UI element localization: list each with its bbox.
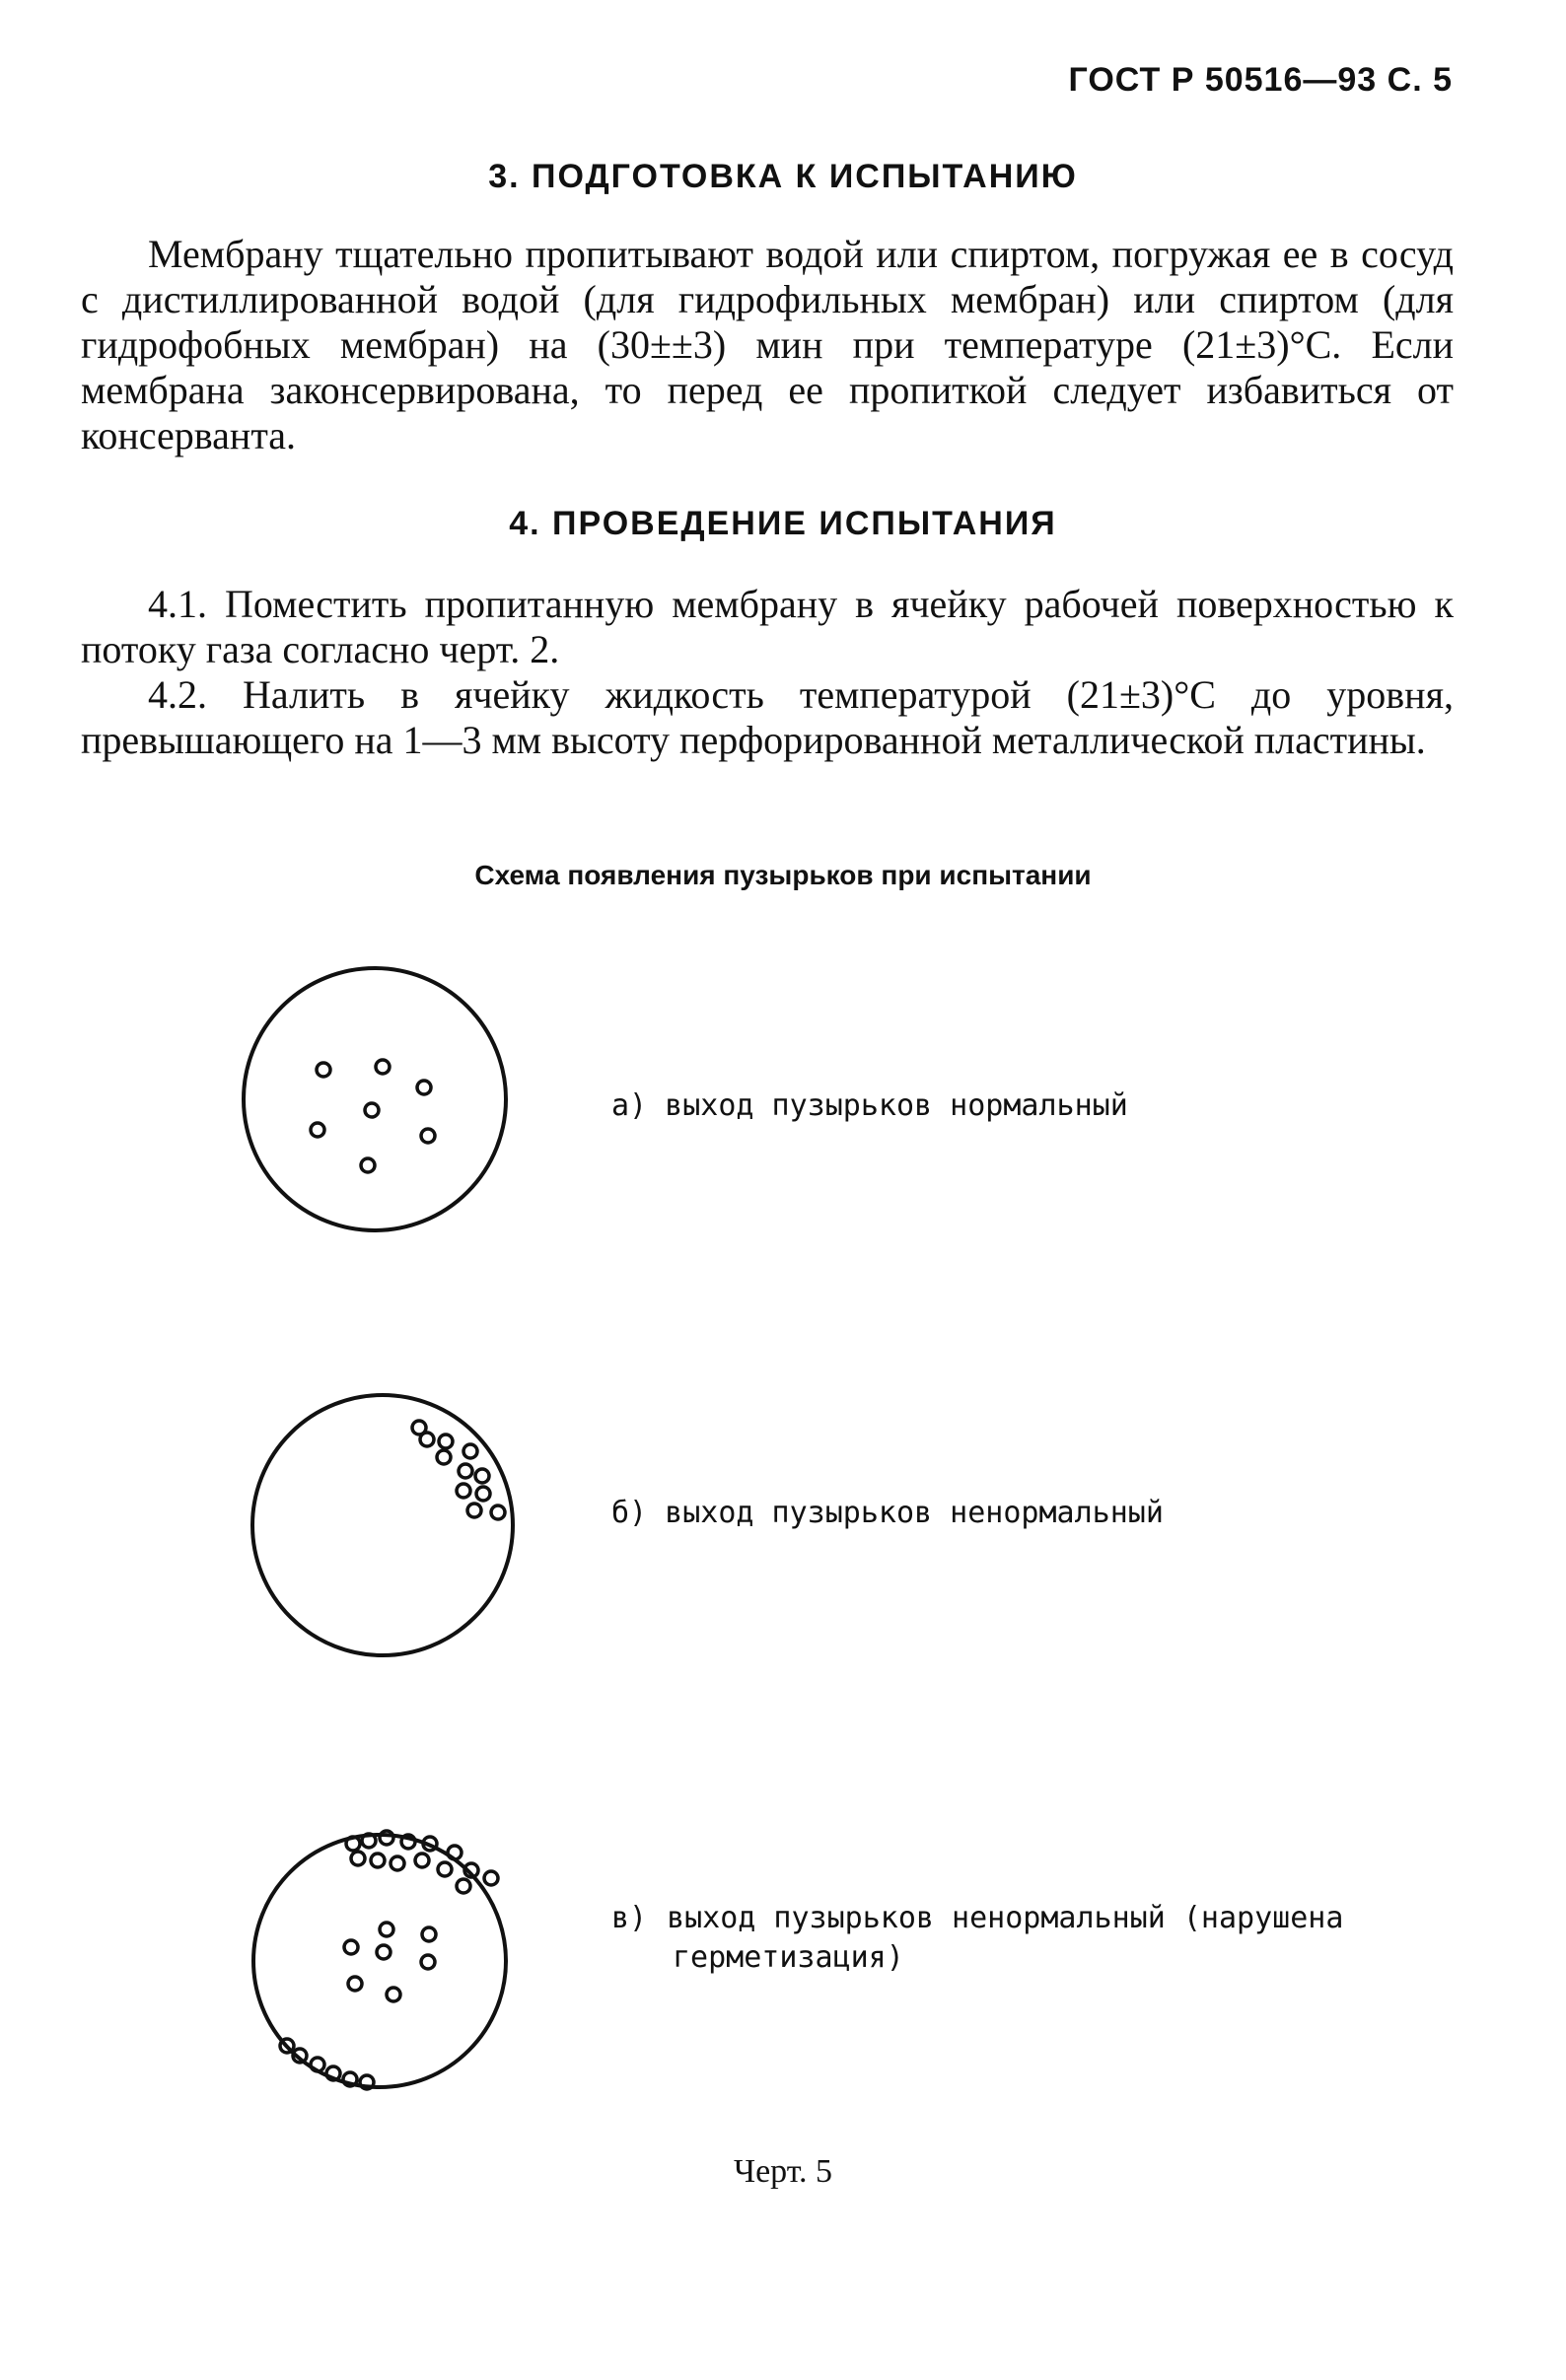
bubble: [415, 1854, 429, 1867]
section-4-item-1: 4.1. Поместить пропитанную мембрану в ячейку рабочей поверхностью к потоку газа согласно черт. 2.: [81, 582, 1454, 671]
bubble: [457, 1484, 470, 1498]
bubble: [467, 1504, 481, 1517]
figure-title: Схема появления пузырьков при испытании: [474, 860, 1092, 890]
bubble: [438, 1862, 452, 1876]
bubble: [421, 1955, 435, 1969]
bubble: [317, 1063, 330, 1077]
membrane-circle-b: [252, 1395, 513, 1655]
bubble: [377, 1945, 391, 1959]
bubble: [420, 1433, 434, 1446]
bubble: [421, 1129, 435, 1143]
figure-number: Черт. 5: [733, 2153, 833, 2190]
section-3-title: 3. ПОДГОТОВКА К ИСПЫТАНИЮ: [488, 158, 1078, 195]
bubble: [463, 1444, 477, 1458]
caption-c-line-2: герметизация): [673, 1940, 904, 1975]
bubble: [365, 1103, 379, 1117]
caption-c-text: выход пузырьков ненормальный (нарушена: [667, 1901, 1344, 1935]
caption-b: б) выход пузырьков ненормальный: [611, 1496, 1164, 1530]
document-header: ГОСТ Р 50516—93 С. 5: [1068, 61, 1453, 99]
bubble: [376, 1060, 390, 1074]
bubble: [457, 1879, 470, 1893]
bubble: [348, 1977, 362, 1991]
section-3-paragraph: Мембрану тщательно пропитывают водой или спиртом, погружая ее в сосуд с дистиллированной водой (для гидрофильных мембран) или спиртом (для гидрофобных мембран) на (30±±3) мин при температуре (21±3)°С. Если мембрана законсервирована, то перед ее пропиткой следует избавиться от консерванта.: [81, 232, 1454, 457]
caption-c: [611, 1899, 1459, 1978]
bubble: [459, 1464, 472, 1478]
caption-c-line-1: [611, 1899, 1459, 1938]
bubble: [380, 1923, 393, 1936]
caption-a: а) выход пузырьков нормальный: [611, 1088, 1128, 1123]
membrane-circle-c: [253, 1831, 506, 2089]
bubble: [361, 1158, 375, 1172]
section-4-item-2: 4.2. Налить в ячейку жидкость температурой (21±3)°С до уровня, превышающего на 1—3 мм высоту перфорированной металлической пластины.: [81, 672, 1454, 762]
bubble: [417, 1081, 431, 1094]
bubble: [476, 1487, 490, 1501]
caption-c-label: в): [611, 1901, 648, 1935]
membrane-circle-a: [244, 968, 506, 1230]
bubble: [387, 1988, 400, 2001]
bubble: [439, 1435, 453, 1448]
bubble: [484, 1871, 498, 1885]
bubble: [422, 1927, 436, 1941]
section-4-title: 4. ПРОВЕДЕНИЕ ИСПЫТАНИЯ: [509, 505, 1057, 542]
bubble: [351, 1852, 365, 1865]
bubble: [437, 1450, 451, 1464]
bubble: [391, 1856, 404, 1870]
bubble: [344, 1940, 358, 1954]
bubble: [380, 1831, 393, 1845]
bubble: [475, 1469, 489, 1483]
bubble: [371, 1854, 385, 1867]
bubble: [311, 1123, 324, 1137]
bubble: [491, 1505, 505, 1519]
